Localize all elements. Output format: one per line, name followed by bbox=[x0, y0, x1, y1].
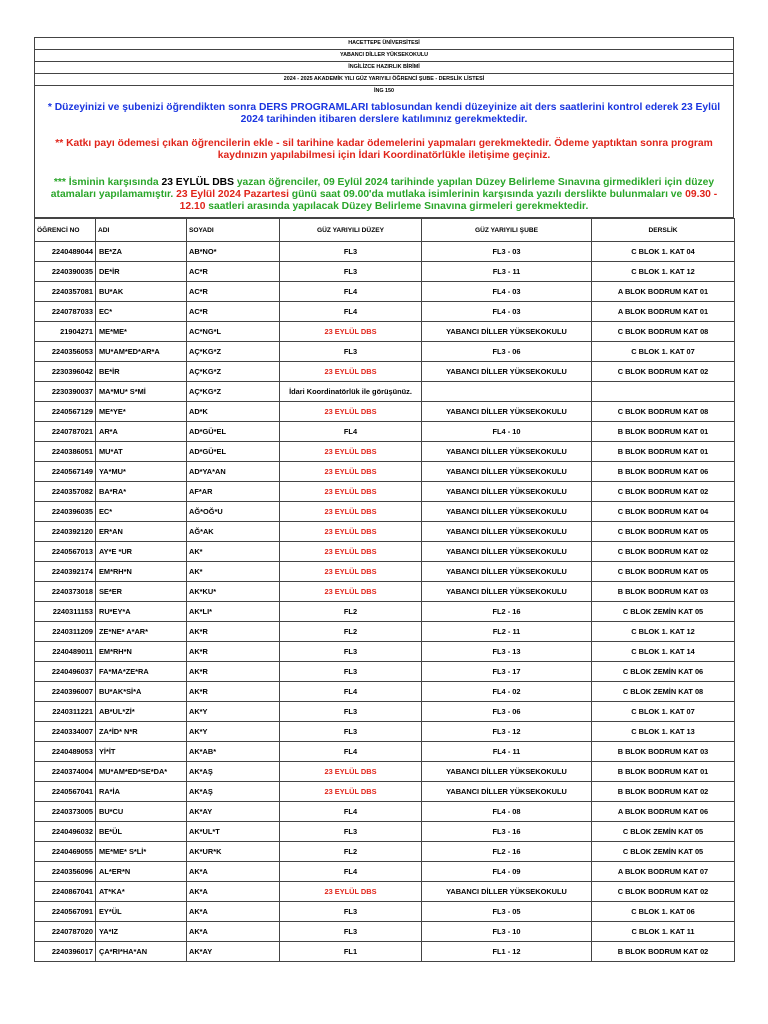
student-no-cell: 2240311209 bbox=[35, 622, 96, 642]
section-cell: FL4 - 10 bbox=[422, 422, 592, 442]
table-row bbox=[35, 302, 735, 322]
name-cell: YA*MU* bbox=[96, 462, 187, 482]
level-cell: FL4 bbox=[280, 742, 422, 762]
student-no-cell: 2240567041 bbox=[35, 782, 96, 802]
level-cell: FL3 bbox=[280, 922, 422, 942]
section-cell: FL3 - 12 bbox=[422, 722, 592, 742]
student-no-cell: 2240386051 bbox=[35, 442, 96, 462]
surname-cell: AD*YA*AN bbox=[187, 462, 280, 482]
surname-cell: AF*AR bbox=[187, 482, 280, 502]
level-cell: FL3 bbox=[280, 642, 422, 662]
name-cell: AR*A bbox=[96, 422, 187, 442]
name-cell: MU*AM*ED*AR*A bbox=[96, 342, 187, 362]
name-cell: EC* bbox=[96, 502, 187, 522]
level-cell: FL3 bbox=[280, 242, 422, 262]
room-cell: C BLOK BODRUM KAT 04 bbox=[592, 502, 735, 522]
student-no-cell: 2240392174 bbox=[35, 562, 96, 582]
level-cell: 23 EYLÜL DBS bbox=[280, 542, 422, 562]
room-cell: C BLOK ZEMİN KAT 05 bbox=[592, 822, 735, 842]
room-cell: C BLOK ZEMİN KAT 08 bbox=[592, 682, 735, 702]
name-cell: BE*İR bbox=[96, 362, 187, 382]
room-cell: C BLOK BODRUM KAT 02 bbox=[592, 482, 735, 502]
section-cell: YABANCI DİLLER YÜKSEKOKULU bbox=[422, 582, 592, 602]
name-cell: ZA*İD* N*R bbox=[96, 722, 187, 742]
surname-cell: AK*AŞ bbox=[187, 762, 280, 782]
section-cell: YABANCI DİLLER YÜKSEKOKULU bbox=[422, 402, 592, 422]
room-cell: B BLOK BODRUM KAT 01 bbox=[592, 762, 735, 782]
table-row bbox=[35, 782, 735, 802]
name-cell: DE*İR bbox=[96, 262, 187, 282]
student-no-cell: 2240390035 bbox=[35, 262, 96, 282]
student-no-cell: 2240356053 bbox=[35, 342, 96, 362]
name-cell: ME*ME* S*Lİ* bbox=[96, 842, 187, 862]
level-cell: 23 EYLÜL DBS bbox=[280, 402, 422, 422]
section-cell: YABANCI DİLLER YÜKSEKOKULU bbox=[422, 542, 592, 562]
room-cell: C BLOK BODRUM KAT 02 bbox=[592, 542, 735, 562]
name-cell: RU*EY*A bbox=[96, 602, 187, 622]
table-row bbox=[35, 662, 735, 682]
level-cell: FL3 bbox=[280, 722, 422, 742]
surname-cell: AĞ*AK bbox=[187, 522, 280, 542]
section-cell: YABANCI DİLLER YÜKSEKOKULU bbox=[422, 442, 592, 462]
surname-cell: AK*R bbox=[187, 682, 280, 702]
student-no-cell: 2240396035 bbox=[35, 502, 96, 522]
section-cell: YABANCI DİLLER YÜKSEKOKULU bbox=[422, 762, 592, 782]
name-cell: EC* bbox=[96, 302, 187, 322]
room-cell: C BLOK BODRUM KAT 05 bbox=[592, 522, 735, 542]
student-no-cell: 2240787020 bbox=[35, 922, 96, 942]
table-row bbox=[35, 842, 735, 862]
student-no-cell: 2240373005 bbox=[35, 802, 96, 822]
surname-cell: AK*AB* bbox=[187, 742, 280, 762]
section-cell: FL3 - 16 bbox=[422, 822, 592, 842]
surname-cell: AK*Y bbox=[187, 702, 280, 722]
name-cell: ME*ME* bbox=[96, 322, 187, 342]
section-cell: FL3 - 13 bbox=[422, 642, 592, 662]
surname-cell: AC*R bbox=[187, 262, 280, 282]
name-cell: BE*ZA bbox=[96, 242, 187, 262]
table-row bbox=[35, 742, 735, 762]
col-section: GÜZ YARIYILI ŞUBE bbox=[422, 219, 592, 242]
table-row bbox=[35, 762, 735, 782]
name-cell: AL*ER*N bbox=[96, 862, 187, 882]
table-row bbox=[35, 522, 735, 542]
section-cell: YABANCI DİLLER YÜKSEKOKULU bbox=[422, 462, 592, 482]
surname-cell: AC*NG*L bbox=[187, 322, 280, 342]
surname-cell: AC*R bbox=[187, 282, 280, 302]
student-no-cell: 2240496037 bbox=[35, 662, 96, 682]
table-row bbox=[35, 682, 735, 702]
section-cell: FL3 - 03 bbox=[422, 242, 592, 262]
surname-cell: AÇ*KG*Z bbox=[187, 362, 280, 382]
level-cell: 23 EYLÜL DBS bbox=[280, 322, 422, 342]
table-row bbox=[35, 902, 735, 922]
room-cell: B BLOK BODRUM KAT 03 bbox=[592, 582, 735, 602]
level-cell: FL2 bbox=[280, 842, 422, 862]
room-cell: C BLOK 1. KAT 12 bbox=[592, 622, 735, 642]
section-cell: YABANCI DİLLER YÜKSEKOKULU bbox=[422, 522, 592, 542]
surname-cell: AK*A bbox=[187, 902, 280, 922]
table-row bbox=[35, 642, 735, 662]
student-table bbox=[34, 218, 735, 962]
surname-cell: AK*A bbox=[187, 922, 280, 942]
level-cell: FL3 bbox=[280, 702, 422, 722]
table-row bbox=[35, 602, 735, 622]
section-cell: FL4 - 11 bbox=[422, 742, 592, 762]
room-cell: B BLOK BODRUM KAT 02 bbox=[592, 942, 735, 962]
surname-cell: AK*R bbox=[187, 622, 280, 642]
name-cell: AY*E *UR bbox=[96, 542, 187, 562]
level-cell: FL3 bbox=[280, 902, 422, 922]
section-cell bbox=[422, 382, 592, 402]
room-cell: C BLOK BODRUM KAT 08 bbox=[592, 402, 735, 422]
room-cell: C BLOK 1. KAT 14 bbox=[592, 642, 735, 662]
student-no-cell: 2240356096 bbox=[35, 862, 96, 882]
table-row bbox=[35, 482, 735, 502]
section-cell: FL3 - 06 bbox=[422, 342, 592, 362]
name-cell: EM*RH*N bbox=[96, 562, 187, 582]
table-row bbox=[35, 322, 735, 342]
surname-cell: AK*UL*T bbox=[187, 822, 280, 842]
section-cell: FL4 - 03 bbox=[422, 302, 592, 322]
name-cell: ZE*NE* A*AR* bbox=[96, 622, 187, 642]
name-cell: MU*AT bbox=[96, 442, 187, 462]
level-cell: FL4 bbox=[280, 682, 422, 702]
student-no-cell: 2240567129 bbox=[35, 402, 96, 422]
section-cell: FL2 - 16 bbox=[422, 842, 592, 862]
surname-cell: AK*Y bbox=[187, 722, 280, 742]
level-cell: 23 EYLÜL DBS bbox=[280, 882, 422, 902]
table-row bbox=[35, 862, 735, 882]
level-cell: FL3 bbox=[280, 342, 422, 362]
note3-part-g: saatleri arasında yapılacak Düzey Belirleme Sınavına girmeleri gerekmektedir. bbox=[205, 201, 589, 212]
table-body bbox=[35, 242, 735, 962]
header-unit: İNGİLİZCE HAZIRLIK BİRİMİ bbox=[34, 61, 734, 73]
surname-cell: AĞ*OĞ*U bbox=[187, 502, 280, 522]
name-cell: ME*YE* bbox=[96, 402, 187, 422]
col-surname: SOYADI bbox=[187, 219, 280, 242]
table-row bbox=[35, 942, 735, 962]
student-no-cell: 21904271 bbox=[35, 322, 96, 342]
level-cell: FL4 bbox=[280, 802, 422, 822]
student-no-cell: 2240567149 bbox=[35, 462, 96, 482]
section-cell: YABANCI DİLLER YÜKSEKOKULU bbox=[422, 502, 592, 522]
table-row bbox=[35, 822, 735, 842]
surname-cell: AK*AY bbox=[187, 802, 280, 822]
level-cell: FL4 bbox=[280, 302, 422, 322]
student-no-cell: 2240357081 bbox=[35, 282, 96, 302]
room-cell: C BLOK ZEMİN KAT 05 bbox=[592, 602, 735, 622]
name-cell: EM*RH*N bbox=[96, 642, 187, 662]
name-cell: ÇA*RI*HA*AN bbox=[96, 942, 187, 962]
room-cell: C BLOK 1. KAT 13 bbox=[592, 722, 735, 742]
section-cell: YABANCI DİLLER YÜKSEKOKULU bbox=[422, 482, 592, 502]
surname-cell: AD*K bbox=[187, 402, 280, 422]
table-row bbox=[35, 582, 735, 602]
name-cell: YA*IZ bbox=[96, 922, 187, 942]
student-no-cell: 2240489044 bbox=[35, 242, 96, 262]
room-cell: B BLOK BODRUM KAT 03 bbox=[592, 742, 735, 762]
surname-cell: AB*NO* bbox=[187, 242, 280, 262]
name-cell: MA*MU* S*Mİ bbox=[96, 382, 187, 402]
note-placement-exam bbox=[35, 172, 733, 217]
level-cell: FL3 bbox=[280, 822, 422, 842]
name-cell: BU*CU bbox=[96, 802, 187, 822]
name-cell: EY*ÜL bbox=[96, 902, 187, 922]
note3-part-e: günü saat 09.00'da mutlaka isimlerinin karşısında yazılı derslikte bulunmaları ve bbox=[288, 189, 686, 200]
level-cell: 23 EYLÜL DBS bbox=[280, 502, 422, 522]
level-cell: FL2 bbox=[280, 622, 422, 642]
room-cell: A BLOK BODRUM KAT 01 bbox=[592, 282, 735, 302]
room-cell: C BLOK BODRUM KAT 02 bbox=[592, 362, 735, 382]
student-no-cell: 2240567091 bbox=[35, 902, 96, 922]
table-row bbox=[35, 542, 735, 562]
section-cell: FL1 - 12 bbox=[422, 942, 592, 962]
header-list-title: 2024 - 2025 AKADEMİK YILI GÜZ YARIYILI ÖĞRENCİ ŞUBE - DERSLİK LİSTESİ bbox=[34, 73, 734, 85]
note-schedule: * Düzeyinizi ve şubenizi öğrendikten sonra DERS PROGRAMLARI tablosundan kendi düzeyinize ait ders saatlerini kontrol ederek 23 Eylül 2024 tarihinden itibaren derslere katılımınız gerekmektedir. bbox=[47, 102, 721, 125]
section-cell: FL3 - 17 bbox=[422, 662, 592, 682]
student-no-cell: 2240489053 bbox=[35, 742, 96, 762]
col-name: ADI bbox=[96, 219, 187, 242]
note-payment: ** Katkı payı ödemesi çıkan öğrencilerin ekle - sil tarihine kadar ödemelerini yapmaları gerekmektedir. Ödeme yaptıktan sonra program kaydınızın yapılabilmesi için İdari Koordinatörlükle iletişime geçiniz. bbox=[55, 138, 713, 161]
table-row bbox=[35, 242, 735, 262]
level-cell: FL4 bbox=[280, 422, 422, 442]
notes-block bbox=[34, 97, 734, 218]
level-cell: 23 EYLÜL DBS bbox=[280, 782, 422, 802]
table-row bbox=[35, 422, 735, 442]
room-cell: C BLOK 1. KAT 07 bbox=[592, 702, 735, 722]
student-no-cell: 2240311221 bbox=[35, 702, 96, 722]
table-row bbox=[35, 562, 735, 582]
section-cell: FL2 - 11 bbox=[422, 622, 592, 642]
room-cell: B BLOK BODRUM KAT 01 bbox=[592, 422, 735, 442]
section-cell: FL4 - 08 bbox=[422, 802, 592, 822]
table-row bbox=[35, 722, 735, 742]
level-cell: 23 EYLÜL DBS bbox=[280, 562, 422, 582]
surname-cell: AK* bbox=[187, 562, 280, 582]
room-cell: B BLOK BODRUM KAT 02 bbox=[592, 782, 735, 802]
room-cell bbox=[592, 382, 735, 402]
section-cell: YABANCI DİLLER YÜKSEKOKULU bbox=[422, 562, 592, 582]
student-no-cell: 2240787033 bbox=[35, 302, 96, 322]
room-cell: C BLOK 1. KAT 12 bbox=[592, 262, 735, 282]
name-cell: MU*AM*ED*SE*DA* bbox=[96, 762, 187, 782]
table-row bbox=[35, 922, 735, 942]
student-no-cell: 2240396017 bbox=[35, 942, 96, 962]
student-no-cell: 2240489011 bbox=[35, 642, 96, 662]
student-no-cell: 2240311153 bbox=[35, 602, 96, 622]
student-no-cell: 2240496032 bbox=[35, 822, 96, 842]
student-no-cell: 2230390037 bbox=[35, 382, 96, 402]
col-student-no: ÖĞRENCİ NO bbox=[35, 219, 96, 242]
table-row bbox=[35, 622, 735, 642]
name-cell: FA*MA*ZE*RA bbox=[96, 662, 187, 682]
room-cell: A BLOK BODRUM KAT 01 bbox=[592, 302, 735, 322]
room-cell: C BLOK ZEMİN KAT 06 bbox=[592, 662, 735, 682]
room-cell: C BLOK 1. KAT 07 bbox=[592, 342, 735, 362]
section-cell: FL4 - 03 bbox=[422, 282, 592, 302]
room-cell: C BLOK 1. KAT 04 bbox=[592, 242, 735, 262]
name-cell: SE*ER bbox=[96, 582, 187, 602]
section-cell: FL3 - 06 bbox=[422, 702, 592, 722]
surname-cell: AK*AY bbox=[187, 942, 280, 962]
room-cell: C BLOK BODRUM KAT 05 bbox=[592, 562, 735, 582]
table-row bbox=[35, 502, 735, 522]
surname-cell: AÇ*KG*Z bbox=[187, 342, 280, 362]
section-cell: FL4 - 02 bbox=[422, 682, 592, 702]
student-no-cell: 2240567013 bbox=[35, 542, 96, 562]
table-row bbox=[35, 802, 735, 822]
name-cell: BU*AK*Sİ*A bbox=[96, 682, 187, 702]
level-cell: FL3 bbox=[280, 662, 422, 682]
section-cell: FL3 - 11 bbox=[422, 262, 592, 282]
section-cell: FL4 - 09 bbox=[422, 862, 592, 882]
table-row bbox=[35, 262, 735, 282]
document-sheet bbox=[34, 37, 734, 962]
table-row bbox=[35, 702, 735, 722]
level-cell: FL1 bbox=[280, 942, 422, 962]
note3-part-b: 23 EYLÜL DBS bbox=[161, 177, 234, 188]
student-no-cell: 2240867041 bbox=[35, 882, 96, 902]
table-row bbox=[35, 462, 735, 482]
note3-part-a: *** İsminin karşısında bbox=[53, 177, 162, 188]
name-cell: AB*UL*Zİ* bbox=[96, 702, 187, 722]
level-cell: 23 EYLÜL DBS bbox=[280, 362, 422, 382]
surname-cell: AK*LI* bbox=[187, 602, 280, 622]
level-cell: 23 EYLÜL DBS bbox=[280, 522, 422, 542]
student-no-cell: 2240373018 bbox=[35, 582, 96, 602]
level-cell: FL3 bbox=[280, 262, 422, 282]
section-cell: FL2 - 16 bbox=[422, 602, 592, 622]
surname-cell: AK*KU* bbox=[187, 582, 280, 602]
name-cell: AT*KA* bbox=[96, 882, 187, 902]
room-cell: C BLOK BODRUM KAT 08 bbox=[592, 322, 735, 342]
room-cell: C BLOK 1. KAT 11 bbox=[592, 922, 735, 942]
surname-cell: AK*A bbox=[187, 862, 280, 882]
room-cell: B BLOK BODRUM KAT 06 bbox=[592, 462, 735, 482]
level-cell: FL4 bbox=[280, 282, 422, 302]
header-school: YABANCI DİLLER YÜKSEKOKULU bbox=[34, 49, 734, 61]
student-no-cell: 2240357082 bbox=[35, 482, 96, 502]
table-row bbox=[35, 282, 735, 302]
room-cell: A BLOK BODRUM KAT 07 bbox=[592, 862, 735, 882]
note3-part-d: 23 Eylül 2024 Pazartesi bbox=[176, 189, 289, 200]
table-row bbox=[35, 342, 735, 362]
section-cell: YABANCI DİLLER YÜKSEKOKULU bbox=[422, 782, 592, 802]
level-cell: FL4 bbox=[280, 862, 422, 882]
name-cell: BE*ÜL bbox=[96, 822, 187, 842]
surname-cell: AK*UR*K bbox=[187, 842, 280, 862]
surname-cell: AC*R bbox=[187, 302, 280, 322]
section-cell: YABANCI DİLLER YÜKSEKOKULU bbox=[422, 882, 592, 902]
name-cell: BA*RA* bbox=[96, 482, 187, 502]
room-cell: C BLOK 1. KAT 06 bbox=[592, 902, 735, 922]
level-cell: 23 EYLÜL DBS bbox=[280, 442, 422, 462]
name-cell: BU*AK bbox=[96, 282, 187, 302]
section-cell: FL3 - 05 bbox=[422, 902, 592, 922]
student-no-cell: 2240787021 bbox=[35, 422, 96, 442]
room-cell: C BLOK BODRUM KAT 02 bbox=[592, 882, 735, 902]
surname-cell: AD*GÜ*EL bbox=[187, 422, 280, 442]
surname-cell: AK*AŞ bbox=[187, 782, 280, 802]
level-cell: 23 EYLÜL DBS bbox=[280, 482, 422, 502]
student-no-cell: 2240392120 bbox=[35, 522, 96, 542]
room-cell: C BLOK ZEMİN KAT 05 bbox=[592, 842, 735, 862]
name-cell: Yİ*İT bbox=[96, 742, 187, 762]
surname-cell: AK*A bbox=[187, 882, 280, 902]
table-header-row bbox=[35, 219, 735, 242]
level-cell: İdari Koordinatörlük ile görüşünüz. bbox=[280, 382, 422, 402]
table-row bbox=[35, 362, 735, 382]
surname-cell: AÇ*KG*Z bbox=[187, 382, 280, 402]
room-cell: A BLOK BODRUM KAT 06 bbox=[592, 802, 735, 822]
level-cell: 23 EYLÜL DBS bbox=[280, 582, 422, 602]
surname-cell: AK*R bbox=[187, 642, 280, 662]
surname-cell: AK*R bbox=[187, 662, 280, 682]
section-cell: FL3 - 10 bbox=[422, 922, 592, 942]
col-level: GÜZ YARIYILI DÜZEY bbox=[280, 219, 422, 242]
col-room: DERSLİK bbox=[592, 219, 735, 242]
section-cell: YABANCI DİLLER YÜKSEKOKULU bbox=[422, 322, 592, 342]
level-cell: FL2 bbox=[280, 602, 422, 622]
name-cell: ER*AN bbox=[96, 522, 187, 542]
level-cell: 23 EYLÜL DBS bbox=[280, 762, 422, 782]
student-no-cell: 2230396042 bbox=[35, 362, 96, 382]
table-row bbox=[35, 882, 735, 902]
note3-part-c: yazan öğrenciler, 09 Eylül 2024 tarihinde yapılan Düzey Belirleme Sınavına girmedikleri için düzey atamaları yapılamamıştır. bbox=[50, 177, 715, 200]
header-course: İNG 150 bbox=[34, 85, 734, 97]
student-no-cell: 2240374004 bbox=[35, 762, 96, 782]
room-cell: B BLOK BODRUM KAT 01 bbox=[592, 442, 735, 462]
student-no-cell: 2240469055 bbox=[35, 842, 96, 862]
level-cell: 23 EYLÜL DBS bbox=[280, 462, 422, 482]
surname-cell: AK* bbox=[187, 542, 280, 562]
table-row bbox=[35, 382, 735, 402]
surname-cell: AD*GÜ*EL bbox=[187, 442, 280, 462]
table-row bbox=[35, 402, 735, 422]
header-university: HACETTEPE ÜNİVERSİTESİ bbox=[34, 37, 734, 49]
student-no-cell: 2240396007 bbox=[35, 682, 96, 702]
note3-part-f: 09.30 - 12.10 bbox=[179, 189, 718, 212]
name-cell: RA*İA bbox=[96, 782, 187, 802]
student-no-cell: 2240334007 bbox=[35, 722, 96, 742]
section-cell: YABANCI DİLLER YÜKSEKOKULU bbox=[422, 362, 592, 382]
table-row bbox=[35, 442, 735, 462]
